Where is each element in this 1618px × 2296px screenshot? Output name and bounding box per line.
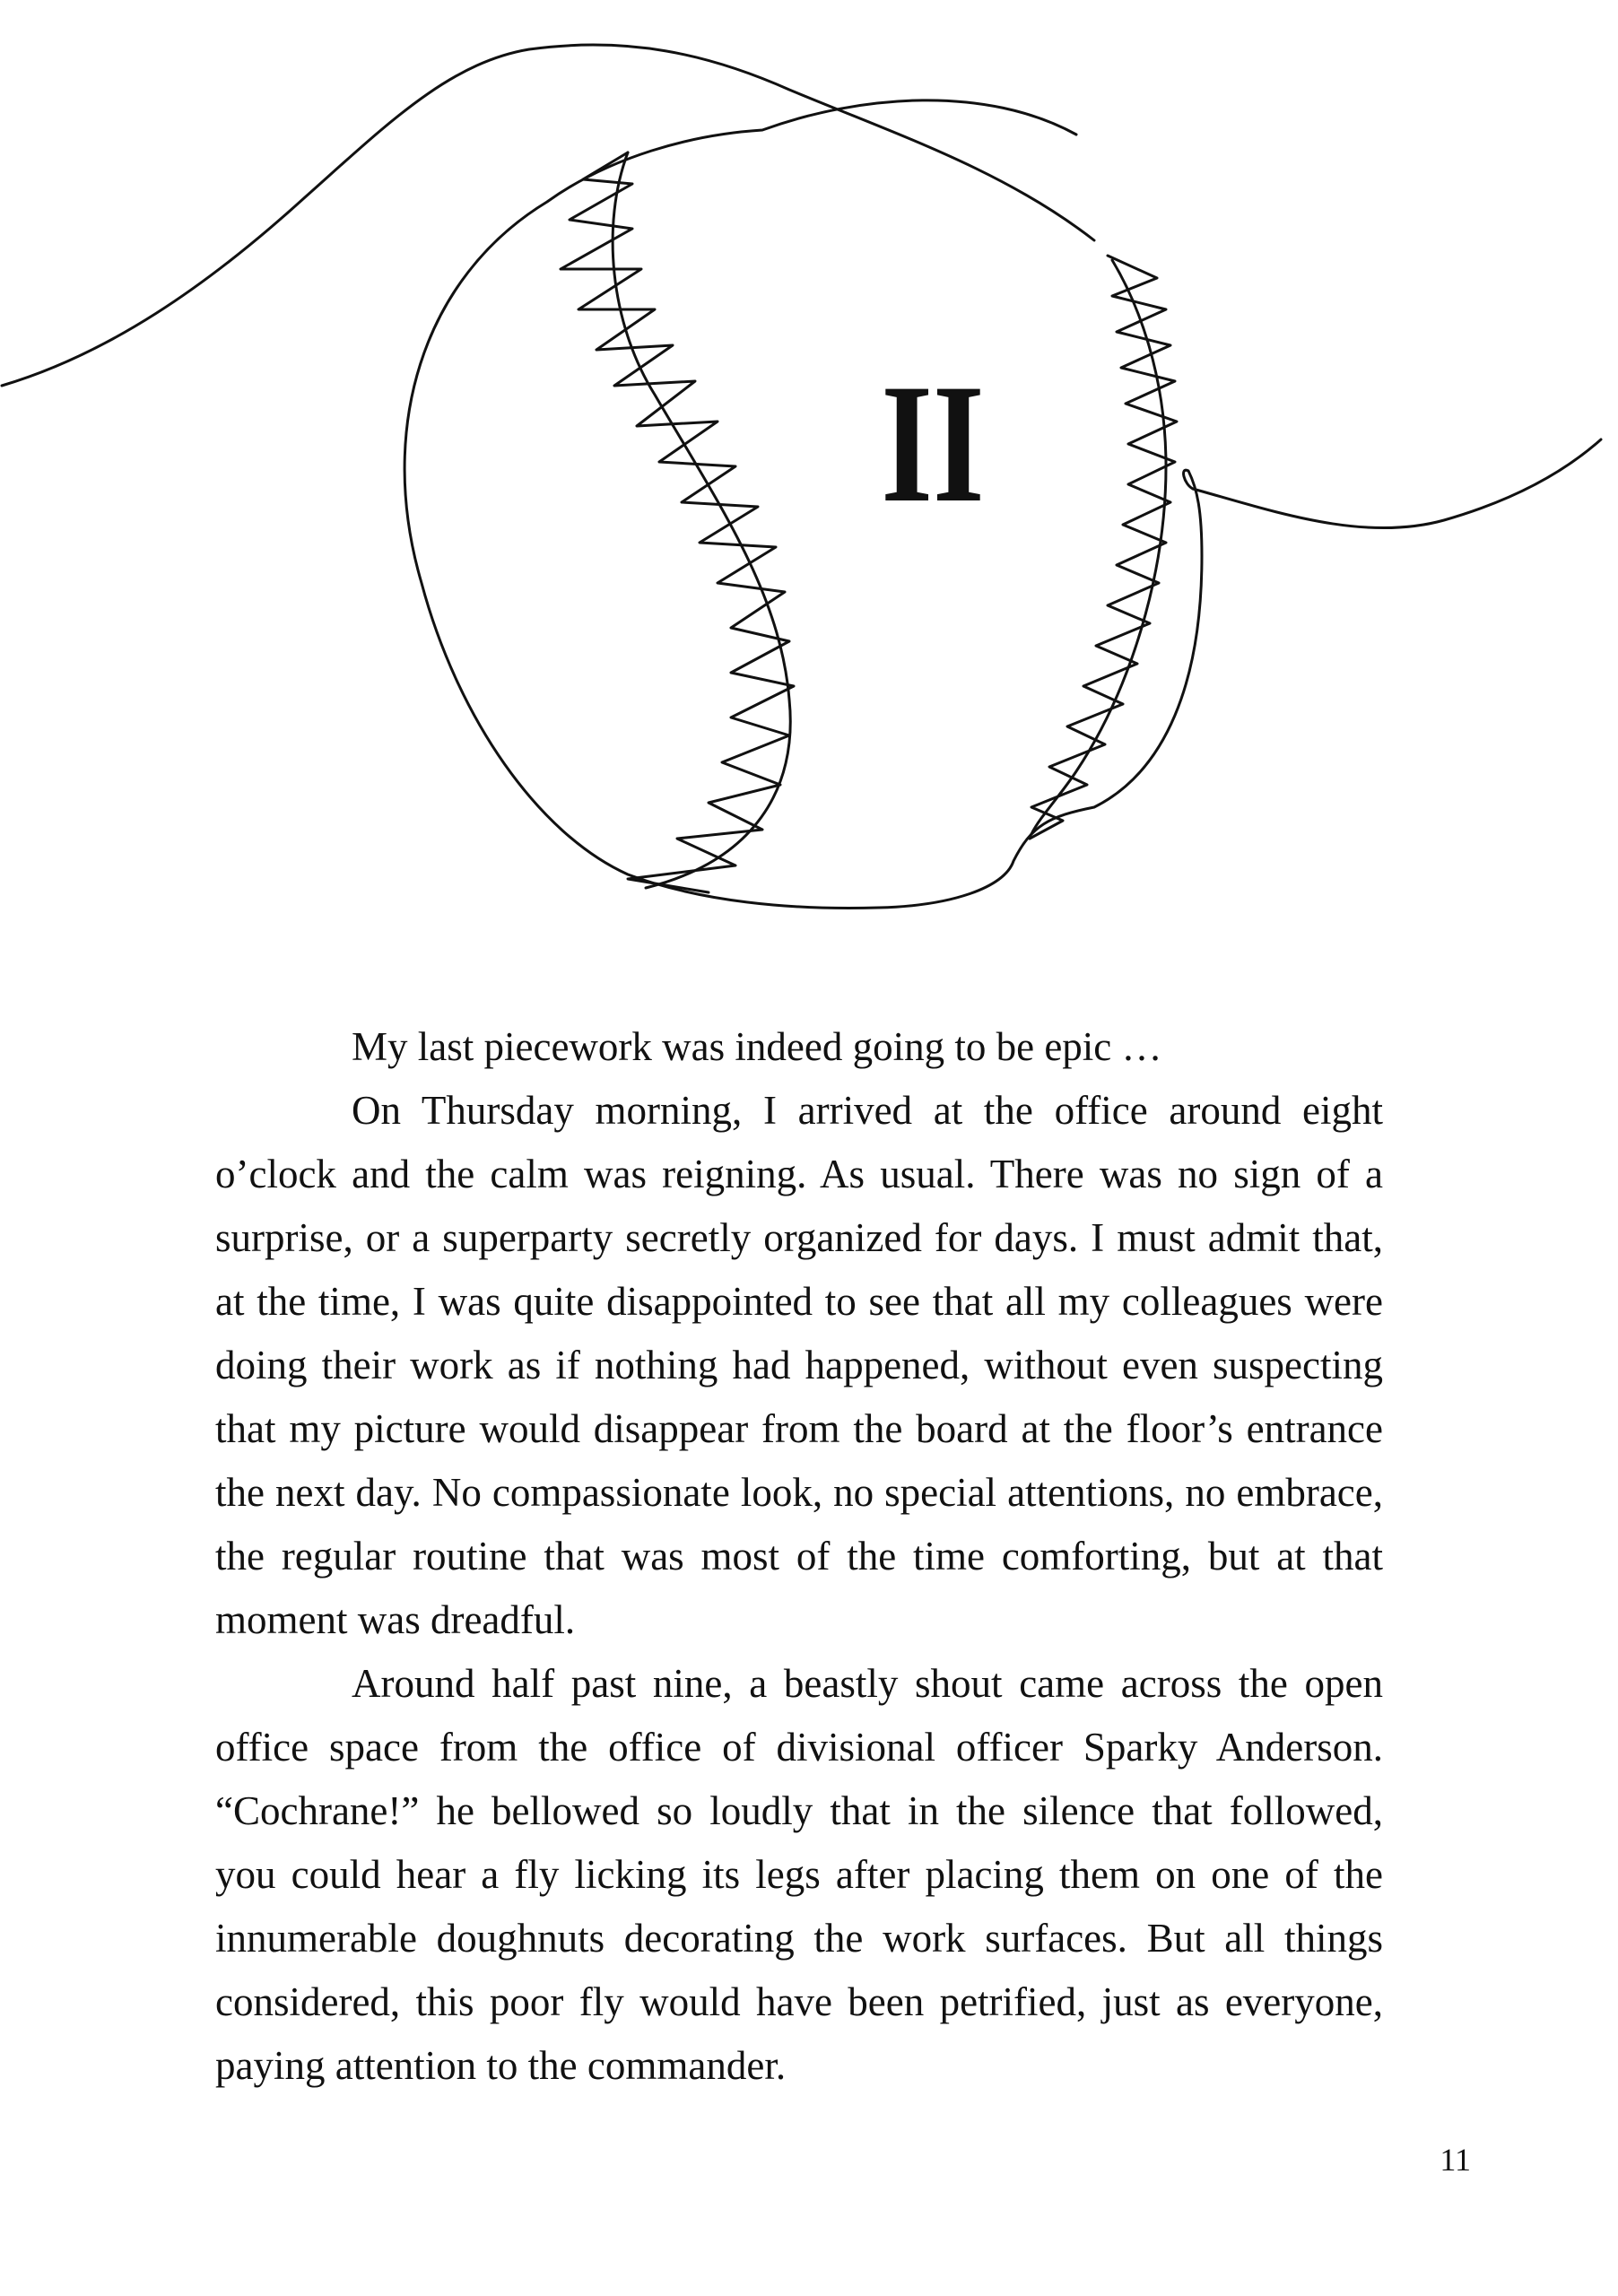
chapter-number: II xyxy=(881,350,985,538)
paragraph: Around half past nine, a beastly shout came across the open office space from the office of divisional officer Sparky Anderson. “Cochrane!” he bellowed so loudly that in the silence that followed, you could hear a fly licking its legs after placing them on one of the innumerable doughnuts decorating the work surfaces. But all things considered, this poor fly would have been petrified, just as everyone, paying attention to the commander. xyxy=(215,1661,1383,2088)
page-number: 11 xyxy=(1440,2142,1471,2178)
baseball-illustration xyxy=(0,0,1618,951)
paragraph: On Thursday morning, I arrived at the office around eight o’clock and the calm was reigning. As usual. There was no sign of a surprise, or a superparty secretly organized for days. I must admit that, at the time, I was quite disappointed to see that all my colleagues were doing their work as if nothing had happened, without even suspecting that my picture would disappear from the board at the floor’s entrance the next day. No compassionate look, no special attentions, no embrace, the regular routine that was most of the time comforting, but at that moment was dreadful. xyxy=(215,1088,1383,1642)
flowing-line-left xyxy=(2,45,1094,386)
left-seam-stitches xyxy=(561,152,794,892)
flowing-line-right xyxy=(1193,439,1601,528)
body-text xyxy=(215,1015,1383,2098)
paragraph: My last piecework was indeed going to be epic … xyxy=(352,1024,1162,1069)
